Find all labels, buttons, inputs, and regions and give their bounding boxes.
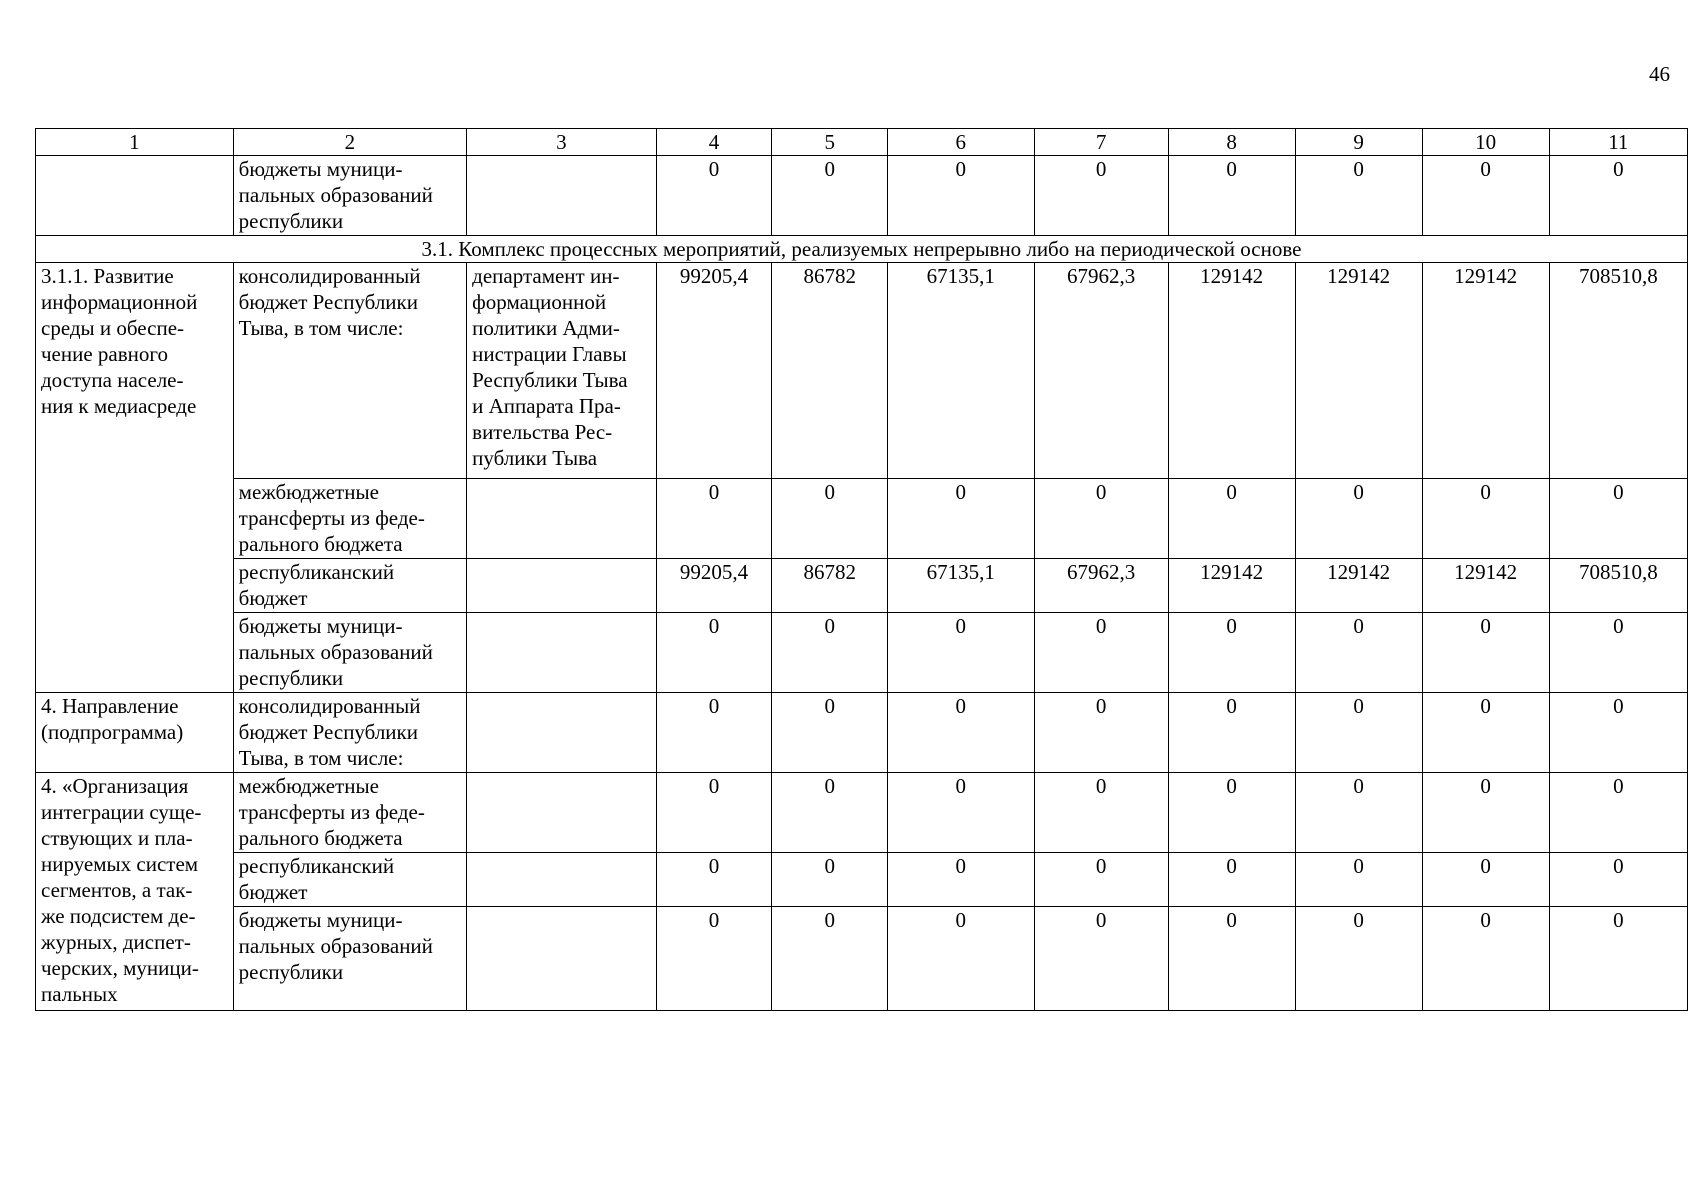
- section-row: [36, 236, 1688, 263]
- funding-source-cell: консолидированный бюджет Республики Тыва, в том числе:: [233, 693, 467, 773]
- value-cell: 0: [1295, 156, 1422, 236]
- value-cell: 0: [888, 907, 1034, 1011]
- activity-name-cell: 4. Направление (подпрограмма): [36, 693, 234, 773]
- table-row: [36, 773, 1688, 853]
- value-cell: 0: [1422, 479, 1549, 559]
- value-cell: 0: [1549, 773, 1687, 853]
- funding-source-cell: бюджеты муници- пальных образований республики: [233, 156, 467, 236]
- value-cell: 0: [656, 853, 772, 907]
- header-cell: 8: [1168, 129, 1295, 156]
- value-cell: 86782: [772, 559, 888, 613]
- value-cell: 67135,1: [888, 559, 1034, 613]
- value-cell: 129142: [1168, 263, 1295, 479]
- value-cell: 0: [1168, 907, 1295, 1011]
- value-cell: 0: [772, 693, 888, 773]
- value-cell: 67962,3: [1034, 263, 1168, 479]
- value-cell: 0: [1168, 693, 1295, 773]
- header-row: [36, 129, 1688, 156]
- funding-source-cell: республиканский бюджет: [233, 559, 467, 613]
- value-cell: 0: [1168, 479, 1295, 559]
- value-cell: 86782: [772, 263, 888, 479]
- value-cell: 708510,8: [1549, 263, 1687, 479]
- executor-cell: департамент ин- формационной политики Адми- нистрации Главы Республики Тыва и Аппарата Пра- вительства Рес- публики Тыва: [467, 263, 656, 479]
- section-title: 3.1. Комплекс процессных мероприятий, реализуемых непрерывно либо на периодической основе: [36, 236, 1688, 263]
- table-row: [36, 613, 1688, 693]
- value-cell: 0: [1549, 613, 1687, 693]
- value-cell: 0: [772, 479, 888, 559]
- value-cell: 0: [888, 773, 1034, 853]
- executor-cell: [467, 907, 656, 1011]
- value-cell: 0: [888, 479, 1034, 559]
- value-cell: 0: [1034, 853, 1168, 907]
- value-cell: 0: [1034, 773, 1168, 853]
- value-cell: 0: [1549, 853, 1687, 907]
- value-cell: 0: [772, 773, 888, 853]
- executor-cell: [467, 613, 656, 693]
- header-cell: 7: [1034, 129, 1168, 156]
- value-cell: 0: [1168, 613, 1295, 693]
- table-row: [36, 907, 1688, 1011]
- value-cell: 0: [1034, 907, 1168, 1011]
- value-cell: 0: [656, 156, 772, 236]
- executor-cell: [467, 853, 656, 907]
- value-cell: 0: [772, 613, 888, 693]
- value-cell: 0: [656, 613, 772, 693]
- table-row: [36, 559, 1688, 613]
- value-cell: 0: [1295, 479, 1422, 559]
- value-cell: 0: [656, 693, 772, 773]
- value-cell: 0: [1295, 613, 1422, 693]
- value-cell: 708510,8: [1549, 559, 1687, 613]
- value-cell: 0: [1168, 853, 1295, 907]
- header-cell: 4: [656, 129, 772, 156]
- empty-cell: [36, 156, 234, 236]
- value-cell: 129142: [1422, 559, 1549, 613]
- funding-source-cell: консолидированный бюджет Республики Тыва, в том числе:: [233, 263, 467, 479]
- executor-cell: [467, 773, 656, 853]
- value-cell: 67962,3: [1034, 559, 1168, 613]
- table-row: [36, 693, 1688, 773]
- table-row: [36, 156, 1688, 236]
- value-cell: 0: [1034, 156, 1168, 236]
- header-cell: 10: [1422, 129, 1549, 156]
- value-cell: 0: [1034, 613, 1168, 693]
- header-cell: 5: [772, 129, 888, 156]
- value-cell: 0: [888, 853, 1034, 907]
- value-cell: 0: [1422, 613, 1549, 693]
- value-cell: 0: [1295, 693, 1422, 773]
- value-cell: 0: [772, 853, 888, 907]
- page-number: 46: [1649, 62, 1670, 86]
- value-cell: 0: [1422, 853, 1549, 907]
- header-cell: 6: [888, 129, 1034, 156]
- header-cell: 3: [467, 129, 656, 156]
- value-cell: 129142: [1295, 559, 1422, 613]
- value-cell: 129142: [1295, 263, 1422, 479]
- funding-source-cell: бюджеты муници- пальных образований республики: [233, 907, 467, 1011]
- activity-name-cell: 3.1.1. Развитие информационной среды и обеспе- чение равного доступа населе- ния к медиасреде: [36, 263, 234, 693]
- activity-name-cell: 4. «Организация интеграции суще- ствующих и пла- нируемых систем сегментов, а так- же подсистем де- журных, диспет- черских, муници- пальных: [36, 773, 234, 1011]
- value-cell: 0: [1422, 773, 1549, 853]
- value-cell: 0: [888, 156, 1034, 236]
- value-cell: 0: [888, 613, 1034, 693]
- executor-cell: [467, 559, 656, 613]
- value-cell: 0: [1295, 773, 1422, 853]
- value-cell: 0: [1168, 773, 1295, 853]
- value-cell: 99205,4: [656, 263, 772, 479]
- funding-source-cell: межбюджетные трансферты из феде- рального бюджета: [233, 479, 467, 559]
- value-cell: 0: [1034, 479, 1168, 559]
- value-cell: 0: [1422, 693, 1549, 773]
- value-cell: 0: [656, 773, 772, 853]
- value-cell: 0: [656, 479, 772, 559]
- header-cell: 1: [36, 129, 234, 156]
- value-cell: 99205,4: [656, 559, 772, 613]
- budget-table: [35, 128, 1688, 1011]
- header-cell: 2: [233, 129, 467, 156]
- header-cell: 11: [1549, 129, 1687, 156]
- table-row: [36, 853, 1688, 907]
- table-row: [36, 479, 1688, 559]
- value-cell: 129142: [1422, 263, 1549, 479]
- value-cell: 0: [1422, 907, 1549, 1011]
- funding-source-cell: республиканский бюджет: [233, 853, 467, 907]
- value-cell: 0: [1034, 693, 1168, 773]
- value-cell: 0: [888, 693, 1034, 773]
- value-cell: 0: [1168, 156, 1295, 236]
- value-cell: 0: [1549, 156, 1687, 236]
- value-cell: 0: [1422, 156, 1549, 236]
- header-cell: 9: [1295, 129, 1422, 156]
- value-cell: 0: [1295, 907, 1422, 1011]
- executor-cell: [467, 693, 656, 773]
- executor-cell: [467, 156, 656, 236]
- funding-source-cell: межбюджетные трансферты из феде- рального бюджета: [233, 773, 467, 853]
- value-cell: 0: [656, 907, 772, 1011]
- value-cell: 129142: [1168, 559, 1295, 613]
- value-cell: 0: [1295, 853, 1422, 907]
- value-cell: 0: [1549, 693, 1687, 773]
- value-cell: 67135,1: [888, 263, 1034, 479]
- value-cell: 0: [772, 156, 888, 236]
- value-cell: 0: [1549, 907, 1687, 1011]
- value-cell: 0: [1549, 479, 1687, 559]
- value-cell: 0: [772, 907, 888, 1011]
- executor-cell: [467, 479, 656, 559]
- funding-source-cell: бюджеты муници- пальных образований республики: [233, 613, 467, 693]
- table-row: [36, 263, 1688, 479]
